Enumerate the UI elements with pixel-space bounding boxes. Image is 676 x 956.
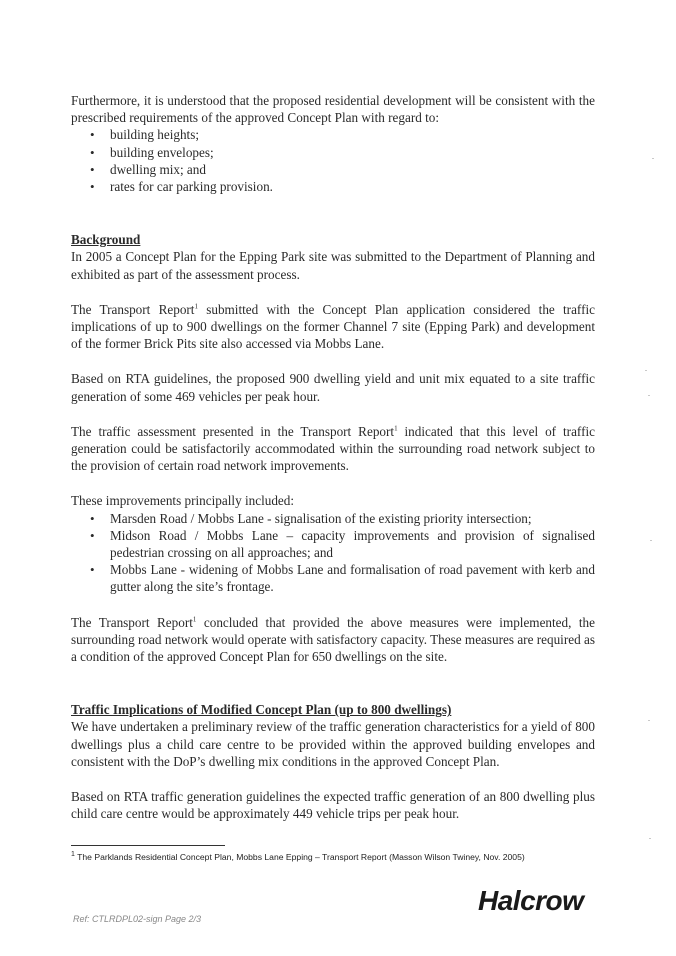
traffic-paragraph-1: We have undertaken a preliminary review of the traffic generation characteristics for a yield of 800 dwellings plus a child care centre to be provided within the approved building envelopes and consistent with the DoP’s dwelling mix conditions in the approved Concept Plan. [71, 719, 595, 769]
list-item: • building heights; [90, 127, 200, 143]
intro-paragraph: Furthermore, it is understood that the proposed residential development will be consistent with the prescribed requirements of the approved Concept Plan with regard to: [71, 93, 595, 126]
list-item: • dwelling mix; and [90, 161, 206, 177]
bullet-icon: • [90, 161, 95, 177]
bullet-icon: • [90, 510, 95, 526]
logo-wordmark: Halcrow [478, 885, 584, 916]
scan-speck [645, 370, 647, 371]
bullet-icon: • [90, 144, 95, 160]
intro-list [71, 126, 595, 195]
traffic-paragraph-2: Based on RTA traffic generation guidelines the expected traffic generation of an 800 dwelling plus child care centre would be approximately 449 vehicle trips per peak hour. [71, 789, 595, 822]
footnote-ref: 1 [394, 424, 398, 433]
scan-speck [650, 540, 652, 541]
scan-speck [649, 838, 651, 839]
document-reference: Ref: CTLRDPL02-sign Page 2/3 [73, 914, 202, 924]
background-paragraph-5: These improvements principally included: [71, 493, 295, 509]
background-paragraph-2: The Transport Report$^1$ submitted with the Concept Plan application considered the traffic implications of up to 900 dwellings on the former Channel 7 site (Epping Park) and development of the former Brick Pits site also accessed via Mobbs Lane. [71, 301, 595, 352]
traffic-heading: Traffic Implications of Modified Concept Plan (up to 800 dwellings) [71, 702, 452, 718]
improvements-list [71, 510, 595, 596]
footnote-divider [71, 845, 225, 846]
bullet-icon: • [90, 179, 95, 195]
scan-speck [648, 395, 650, 396]
list-item: • Midson Road / Mobbs Lane – capacity improvements and provision of signalised pedestrian crossing on all approaches; and [90, 527, 595, 561]
background-paragraph-4: The traffic assessment presented in the Transport Report$^1$ indicated that this level of traffic generation could be satisfactorily accommodated within the surrounding road network subject to the provision of certain road network improvements. [71, 423, 595, 474]
list-item: • rates for car parking provision. [90, 179, 273, 195]
background-heading: Background [71, 232, 141, 248]
scan-speck [652, 158, 654, 159]
list-item: • building envelopes; [90, 144, 214, 160]
footnote-ref: 1 [194, 302, 198, 311]
page-body [71, 92, 595, 823]
bullet-icon: • [90, 527, 95, 543]
list-item: • Mobbs Lane - widening of Mobbs Lane and formalisation of road pavement with kerb and gutter along the site’s frontage. [90, 562, 595, 595]
footnote-ref: 1 [192, 615, 197, 624]
bullet-icon: • [90, 127, 95, 143]
background-paragraph-6: The Transport Report$^1$ concluded that provided the above measures were implemented, the surrounding road network would operate with satisfactory capacity. These measures are required as a condition of the approved Concept Plan for 650 dwellings on the site. [71, 614, 595, 665]
footnote-marker: 1 [71, 851, 75, 859]
list-item: • Marsden Road / Mobbs Lane - signalisation of the existing priority intersection; [90, 510, 532, 526]
bullet-icon: • [90, 562, 95, 578]
scan-speck [648, 720, 650, 721]
background-paragraph-3: Based on RTA guidelines, the proposed 900 dwelling yield and unit mix equated to a site traffic generation of some 469 vehicles per peak hour. [71, 371, 595, 404]
halcrow-logo [478, 885, 608, 926]
footnote: $^1$ The Parklands Residential Concept Plan, Mobbs Lane Epping – Transport Report (Masson Wilson Twiney, Nov. 2005) [71, 851, 525, 862]
background-paragraph-1: In 2005 a Concept Plan for the Epping Park site was submitted to the Department of Planning and exhibited as part of the assessment process. [71, 249, 595, 282]
